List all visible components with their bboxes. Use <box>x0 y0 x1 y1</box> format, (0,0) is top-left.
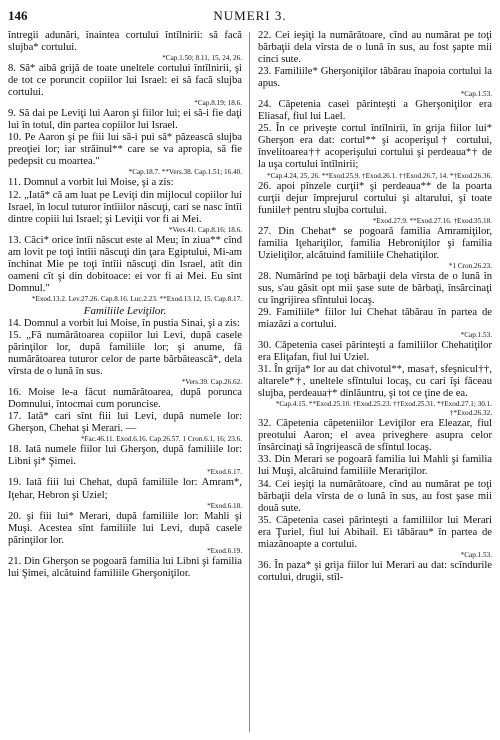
page-number: 146 <box>8 8 28 23</box>
cross-reference-note: *Cap.4.24, 25, 26. **Exod.25.9. †Exod.26.1. ††Exod.26.7, 14. *†Exod.26.36. <box>267 171 492 180</box>
verse-paragraph: 12. „Iată* că am luat pe Leviţi din mijlocul copiilor lui Israel, în locul tuturor întîiilor născuţi, cari se nasc întîi dintre copiii lui Israel; şi Leviţii vor fi ai Mei. <box>8 189 242 225</box>
verse-paragraph: 19. Iată fiii lui Chehat, după familiile lor: Amram*, Iţehar, Hebron şi Uziel; <box>8 477 242 501</box>
verse-paragraph: 20. şi fiii lui* Merari, după familiile lor: Mahli şi Muşi. Acestea sînt familiile lui Levi, după casele părinţilor lor. <box>8 510 242 546</box>
verse-paragraph: 14. Domnul a vorbit lui Moise, în pustia Sinai, şi a zis: <box>8 317 240 329</box>
verse-paragraph: 16. Moise le-a făcut numărătoarea, după porunca Domnului, întocmai cum poruncise. <box>8 387 242 411</box>
verse-paragraph: 30. Căpetenia casei părinteşti a familiilor Chehatiţilor era Eliţafan, fiul lui Uziel. <box>258 340 492 364</box>
section-heading: Familiile Leviţilor. <box>83 304 167 317</box>
cross-reference-note: *Cap.1.53. <box>460 550 492 559</box>
verse-paragraph: 28. Numărînd pe toţi bărbaţii dela vîrsta de o lună în sus, s'au găsit opt mii şase sute de bărbaţi, însărcinaţi cu îngrijirea sfîntului locaş. <box>258 270 492 306</box>
cross-reference-note: *Vers.41. Cap.8.16; 18.6. <box>168 225 242 234</box>
verse-paragraph: 13. Căci* orice întîi născut este al Meu; în ziua** cînd am lovit pe toţi întîii născuţi din ţara Egiptului, Mi-am închinat Mie pe toţi întîii născuţi din Israel, atît din oameni cît şi din dobitoace: ei vor fi ai Mei. Eu sînt Domnul." <box>8 234 242 294</box>
verse-paragraph: 31. În grija* lor au dat chivotul**, masa†, sfeşnicul††, altarele*†, uneltele sfîntului locaş, cu cari îşi făceau slujba, perdeaua†* dinlăuntru, şi tot ce ţine de ea. <box>258 364 492 400</box>
verse-paragraph: 29. Familiile* fiilor lui Chehat tăbărau în partea de miazăzi a cortului. <box>258 306 492 330</box>
cross-reference-note: *Cap.1.53. <box>460 331 492 340</box>
book-title: NUMERI 3. <box>213 8 287 23</box>
verse-paragraph: 24. Căpetenia casei părinteşti a Gherşoniţilor era Eliasaf, fiul lui Lael. <box>258 99 492 123</box>
verse-paragraph: 25. În ce priveşte cortul întîlnirii, în grija fiilor lui* Gherşon era dat: cortul** şi acoperişul† cortului, învelitoarea†† acoperişului cortului şi perdeaua*† de la uşa cortului întîlnirii; <box>258 123 492 171</box>
verse-paragraph: 21. Din Gherşon se pogoară familia lui Libni şi familia lui Şimei, alcătuind familiile Gherşoniţilor. <box>8 555 242 579</box>
cross-reference-note: *1 Cron.26.23. <box>448 261 492 270</box>
column-divider <box>249 32 250 732</box>
verse-paragraph: 23. Familiile* Gherşoniţilor tăbărau înapoia cortului la apus. <box>258 66 492 90</box>
verse-paragraph: 18. Iată numele fiilor lui Gherşon, după familiile lor: Libni şi* Şimei. <box>8 444 242 468</box>
cross-reference-note: *Cap.8.19; 18.6. <box>194 99 242 108</box>
verse-paragraph: 9. Să dai pe Leviţi lui Aaron şi fiilor lui; ei să-i fie daţi lui în totul, din partea copiilor lui Israel. <box>8 108 242 132</box>
verse-paragraph: 35. Căpetenia casei părinteşti a familiilor lui Merari era Ţuriel, fiul lui Abihail. Ei tăbărau* în partea de miazănoapte a cortului. <box>258 514 492 550</box>
verse-paragraph: 10. Pe Aaron şi pe fiii lui să-i pui să* păzească slujba preoţiei lor; iar străinul** care se va apropia, să fie pedepsit cu moartea." <box>8 132 242 168</box>
verse-paragraph: întregii adunări, înaintea cortului întîlnirii: să facă slujba* cortului. <box>8 30 242 54</box>
verse-paragraph: 27. Din Chehat* se pogoară familia Amramiţilor, familia Iţehariţilor, familia Hebroniţilor şi familia Uzieliţilor, alcătuind familiile Chehatiţilor. <box>258 225 492 261</box>
cross-reference-note: *Exod.13.2. Lev.27.26. Cap.8.16. Luc.2.23. **Exod.13.12, 15. Cap.8.17. <box>31 294 242 303</box>
verse-paragraph: 15. „Fă numărătoarea copiilor lui Levi, după casele părinţilor lor, după familiile lor; şi anume, fă numărătoarea tuturor celor de parte bărbătească*, dela vîrsta de o lună în sus. <box>8 329 242 378</box>
verse-paragraph: 33. Din Merari se pogoară familia lui Mahli şi familia lui Muşi, alcătuind familiile Merariţilor. <box>258 454 492 478</box>
cross-reference-note: *Cap.4.15. **Exod.25.10. †Exod.25.23. ††Exod.25.31. *†Exod.27.1; 30.1. †*Exod.26.32. <box>275 400 492 418</box>
verse-paragraph: 32. Căpetenia căpeteniilor Leviţilor era Eleazar, fiul preotului Aaron; el avea priveghere asupra celor însărcinaţi să îngrijească de sfîntul locaş. <box>258 418 492 454</box>
verse-paragraph: 34. Cei ieşiţi la numărătoare, cînd au numărat pe toţi bărbaţii dela vîrsta de o lună în sus, au fost şase mii două sute. <box>258 478 492 514</box>
cross-reference-note: *Exod.6.18. <box>207 501 242 510</box>
verse-paragraph: 22. Cei ieşiţi la numărătoare, cînd au numărat pe toţi bărbaţii dela vîrsta de o lună în sus, au fost şapte mii cinci sute. <box>258 30 492 66</box>
verse-paragraph: 26. apoi pînzele curţii* şi perdeaua** de la poarta curţii dejur împrejurul cortului şi altarului, şi toate funiile† pentru slujba cortului. <box>258 180 492 216</box>
cross-reference-note: *Exod.6.17. <box>207 468 242 477</box>
page-header <box>8 8 492 26</box>
verse-paragraph: 11. Domnul a vorbit lui Moise, şi a zis: <box>8 177 174 189</box>
verse-paragraph: 36. În paza* şi grija fiilor lui Merari au dat: scîndurile cortului, drugii, stîl- <box>258 559 492 583</box>
cross-reference-note: *Cap.18.7. **Vers.38. Cap.1.51; 16.40. <box>128 168 242 177</box>
cross-reference-note: *Exod.6.19. <box>207 546 242 555</box>
right-column <box>258 30 492 584</box>
cross-reference-note: *Fac.46.11. Exod.6.16. Cap.26.57. 1 Cron.6.1, 16; 23.6. <box>80 435 242 444</box>
cross-reference-note: *Vers.39. Cap.26.62. <box>181 378 242 387</box>
cross-reference-note: *Cap.1.53. <box>460 90 492 99</box>
cross-reference-note: *Cap.1.50; 8.11, 15, 24, 26. <box>162 54 242 63</box>
left-column <box>8 30 242 580</box>
cross-reference-note: *Exod.27.9. **Exod.27.16. †Exod.35.18. <box>372 216 492 225</box>
verse-paragraph: 17. Iată* cari sînt fiii lui Levi, după numele lor: Gherşon, Chehat şi Merari. — <box>8 411 242 435</box>
verse-paragraph: 8. Să* aibă grijă de toate uneltele cortului întîlnirii, şi de tot ce poruncit copiilor lui Israel: ei să facă slujba cortului. <box>8 63 242 99</box>
